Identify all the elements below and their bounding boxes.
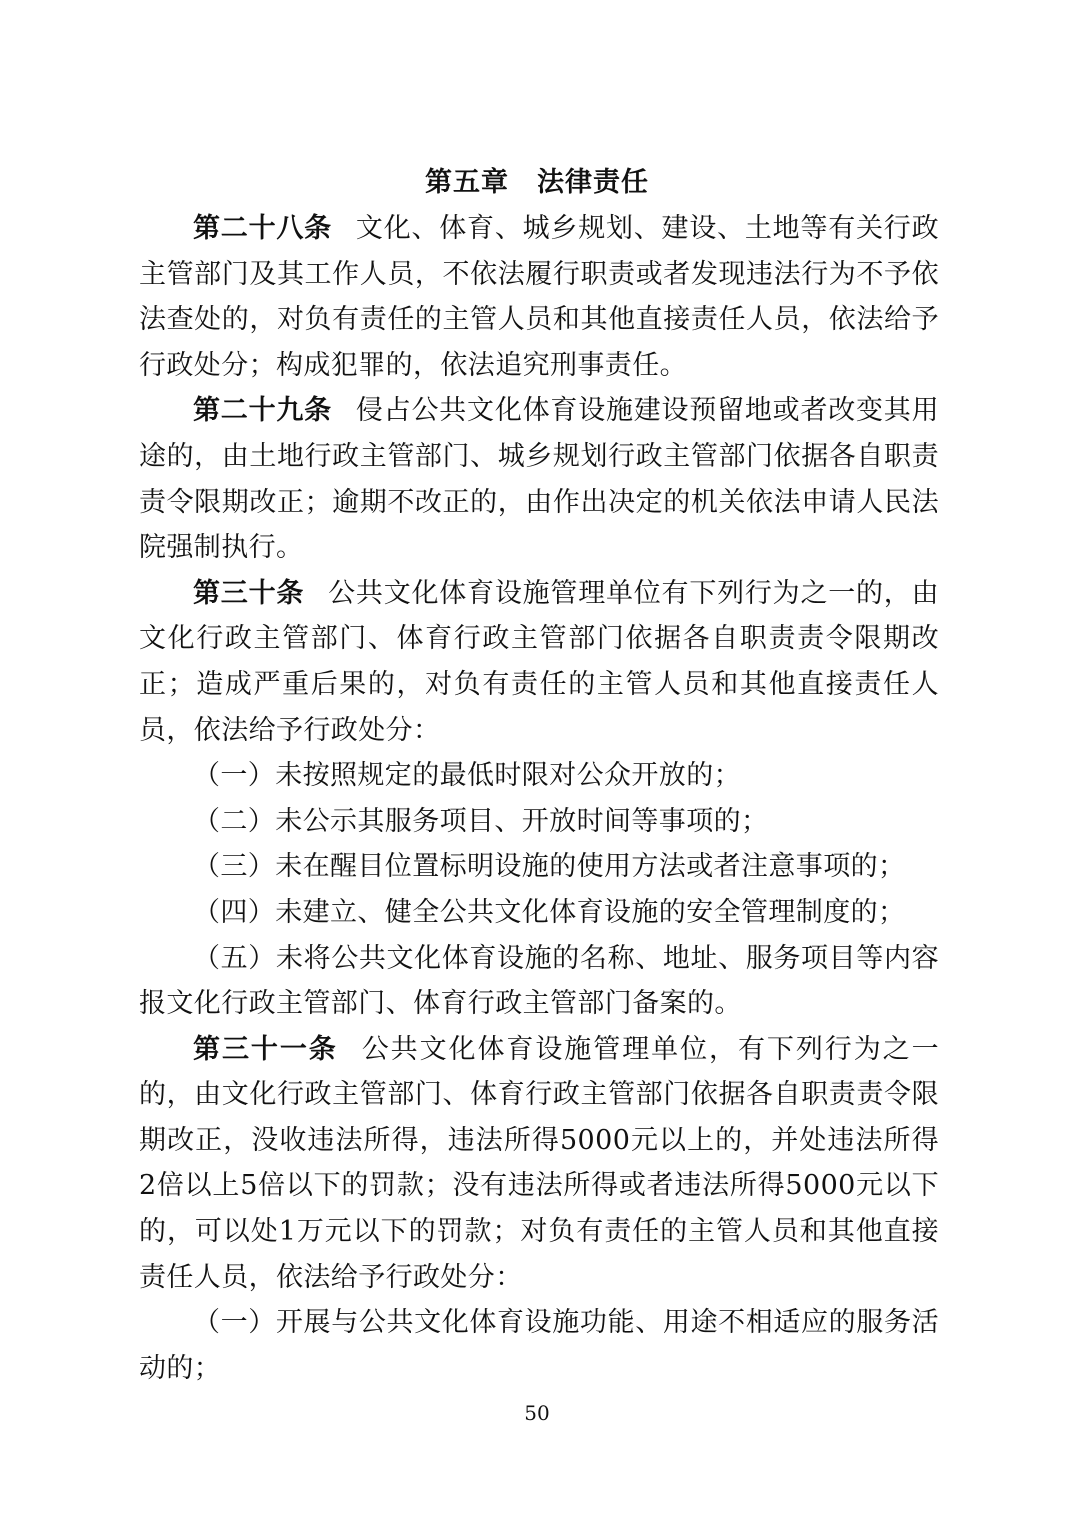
article-text: 文化、体育、城乡规划、建设、土地等有关行政主管部门及其工作人员，不依法履行职责或者发现违法行为不予依法查处的，对负有责任的主管人员和其他直接责任人员，依法给予行政处分；构成犯罪的，依法追究刑事责任。 bbox=[139, 213, 939, 381]
article-30 bbox=[139, 571, 939, 753]
article-number: 第三十条 bbox=[193, 577, 305, 609]
page-number: 50 bbox=[524, 1401, 550, 1425]
list-item: （一）开展与公共文化体育设施功能、用途不相适应的服务活动的； bbox=[139, 1307, 939, 1384]
article-number: 第二十九条 bbox=[193, 395, 332, 427]
chapter-title: 第五章 法律责任 bbox=[425, 167, 649, 198]
article-28 bbox=[139, 206, 939, 388]
document-body bbox=[139, 206, 939, 1391]
list-item: （四）未建立、健全公共文化体育设施的安全管理制度的； bbox=[193, 896, 906, 928]
list-item: （三）未在醒目位置标明设施的使用方法或者注意事项的； bbox=[193, 851, 906, 883]
article-number: 第二十八条 bbox=[193, 213, 332, 244]
article-29 bbox=[139, 388, 939, 570]
article-31 bbox=[139, 1027, 939, 1301]
article-text: 公共文化体育设施管理单位，有下列行为之一的，由文化行政主管部门、体育行政主管部门依据各自职责责令限期改正，没收违法所得，违法所得5000元以上的，并处违法所得2倍以上5倍以下的罚款；没有违法所得或者违法所得5000元以下的，可以处1万元以下的罚款；对负有责任的主管人员和其他直接责任人员，依法给予行政处分： bbox=[139, 1033, 940, 1293]
list-item: （五）未将公共文化体育设施的名称、地址、服务项目等内容报文化行政主管部门、体育行政主管部门备案的。 bbox=[139, 942, 939, 1020]
article-text: 公共文化体育设施管理单位有下列行为之一的，由文化行政主管部门、体育行政主管部门依据各自职责责令限期改正；造成严重后果的，对负有责任的主管人员和其他直接责任人员，依法给予行政处分： bbox=[139, 577, 939, 746]
list-item: （一）未按照规定的最低时限对公众开放的； bbox=[193, 760, 741, 792]
article-number: 第三十一条 bbox=[193, 1033, 338, 1065]
list-item: （二）未公示其服务项目、开放时间等事项的； bbox=[193, 805, 769, 837]
article-text: 侵占公共文化体育设施建设预留地或者改变其用途的，由土地行政主管部门、城乡规划行政主管部门依据各自职责责令限期改正；逾期不改正的，由作出决定的机关依法申请人民法院强制执行。 bbox=[139, 395, 939, 564]
